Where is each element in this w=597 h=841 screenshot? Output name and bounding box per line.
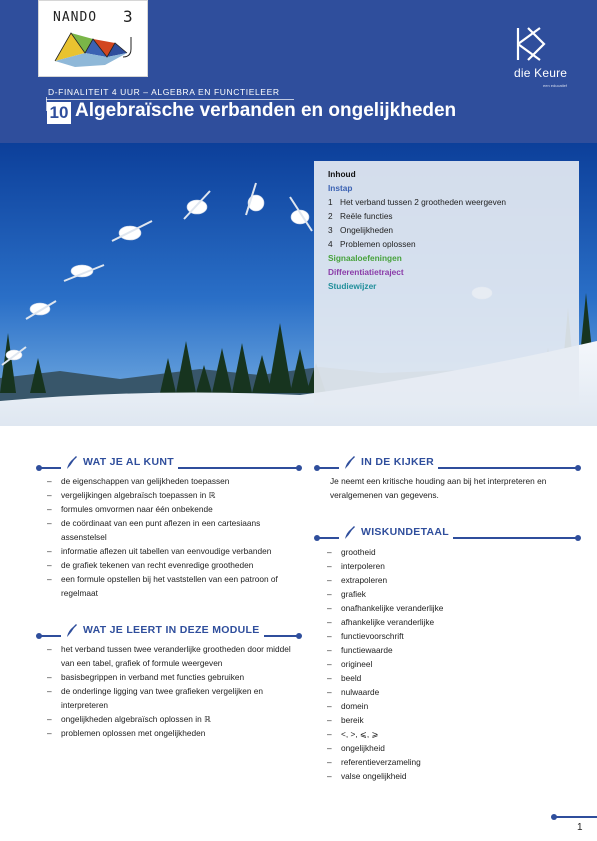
brand-sub: een educatief bbox=[543, 83, 568, 88]
logo-name: NANDO bbox=[53, 10, 98, 25]
nando-logo bbox=[38, 0, 148, 77]
list-item: – problemen oplossen met ongelijkheden bbox=[47, 726, 297, 740]
list-item: – basisbegrippen in verband met functies gebruiken bbox=[47, 670, 297, 684]
list-item: – beeld bbox=[327, 671, 567, 685]
contents-panel bbox=[314, 161, 579, 405]
list-item: – functiewaarde bbox=[327, 643, 567, 657]
kunt-list bbox=[47, 474, 305, 600]
list-item: – functievoorschrift bbox=[327, 629, 567, 643]
pen-nib-icon bbox=[343, 455, 356, 470]
toc-signaaloefeningen[interactable]: Signaaloefeningen bbox=[328, 253, 402, 263]
list-item: – domein bbox=[327, 699, 567, 713]
list-item: – extrapoleren bbox=[327, 573, 567, 587]
toc-instap[interactable]: Instap bbox=[328, 183, 353, 193]
toc-differentiatietraject[interactable]: Differentiatietraject bbox=[328, 267, 404, 277]
list-item: – afhankelijke veranderlijke bbox=[327, 615, 567, 629]
wiskunde-list bbox=[327, 545, 567, 783]
list-item: – het verband tussen twee veranderlijke grootheden door middel van een tabel, grafiek of formule weergeven bbox=[47, 642, 297, 670]
list-item: – ongelijkheden algebraïsch oplossen in ℝ bbox=[47, 712, 297, 726]
list-item: – vergelijkingen algebraïsch toepassen in ℝ bbox=[47, 488, 305, 502]
logo-number: 3 bbox=[123, 7, 133, 26]
list-item: – onafhankelijke veranderlijke bbox=[327, 601, 567, 615]
list-item: – referentieverzameling bbox=[327, 755, 567, 769]
list-item: – de grafiek tekenen van recht evenredige grootheden bbox=[47, 558, 305, 572]
list-item: – bereik bbox=[327, 713, 567, 727]
toc-item-1[interactable]: 1 Het verband tussen 2 grootheden weergeven bbox=[328, 197, 507, 207]
toc-item-3[interactable]: 3 Ongelijkheden bbox=[328, 225, 394, 235]
list-item: – grafiek bbox=[327, 587, 567, 601]
kijker-text: Je neemt een kritische houding aan bij het interpreteren en veralgemenen van gegevens. bbox=[330, 476, 547, 500]
brand-name: die Keure bbox=[514, 66, 568, 80]
section-header-kunt bbox=[39, 452, 299, 472]
list-item: – <, >, ⩽, ⩾ bbox=[327, 727, 567, 741]
k-logo-icon bbox=[512, 26, 548, 62]
footer-rule bbox=[554, 816, 597, 818]
toc-item-4[interactable]: 4 Problemen oplossen bbox=[328, 239, 416, 249]
list-item: – de onderlinge ligging van twee grafieken vergelijken en interpreteren bbox=[47, 684, 297, 712]
list-item: – valse ongelijkheid bbox=[327, 769, 567, 783]
section-header-kijker bbox=[317, 452, 578, 472]
list-item: – interpoleren bbox=[327, 559, 567, 573]
list-item: – informatie aflezen uit tabellen van eenvoudige verbanden bbox=[47, 544, 305, 558]
leert-list bbox=[47, 642, 297, 740]
list-item: – de eigenschappen van gelijkheden toepassen bbox=[47, 474, 305, 488]
logo-art-icon bbox=[45, 23, 141, 71]
section-title-wiskunde: WISKUNDETAAL bbox=[361, 526, 449, 538]
chapter-number: 10 bbox=[47, 102, 71, 124]
chapter-kicker: D-FINALITEIT 4 UUR – ALGEBRA EN FUNCTIELEER bbox=[48, 87, 280, 97]
list-item: – een formule opstellen bij het vaststellen van een patroon of regelmaat bbox=[47, 572, 305, 600]
pen-nib-icon bbox=[65, 623, 78, 638]
toc-item-2[interactable]: 2 Reële functies bbox=[328, 211, 393, 221]
pen-nib-icon bbox=[343, 525, 356, 540]
section-title-kijker: IN DE KIJKER bbox=[361, 456, 435, 468]
chapter-header bbox=[0, 0, 597, 143]
section-title-kunt: WAT JE AL KUNT bbox=[83, 456, 174, 468]
chapter-title: Algebraïsche verbanden en ongelijkheden bbox=[75, 100, 457, 121]
list-item: – grootheid bbox=[327, 545, 567, 559]
pen-nib-icon bbox=[65, 455, 78, 470]
page-number: 1 bbox=[577, 822, 583, 833]
list-item: – formules omvormen naar één onbekende bbox=[47, 502, 305, 516]
section-header-leert bbox=[39, 620, 299, 640]
list-item: – ongelijkheid bbox=[327, 741, 567, 755]
list-item: – de coördinaat van een punt aflezen in een cartesiaans assenstelsel bbox=[47, 516, 305, 544]
section-header-wiskunde bbox=[317, 522, 578, 542]
list-item: – origineel bbox=[327, 657, 567, 671]
toc-heading: Inhoud bbox=[328, 169, 356, 179]
section-title-leert: WAT JE LEERT IN DEZE MODULE bbox=[83, 624, 260, 636]
list-item: – nulwaarde bbox=[327, 685, 567, 699]
toc-studiewijzer[interactable]: Studiewijzer bbox=[328, 281, 377, 291]
